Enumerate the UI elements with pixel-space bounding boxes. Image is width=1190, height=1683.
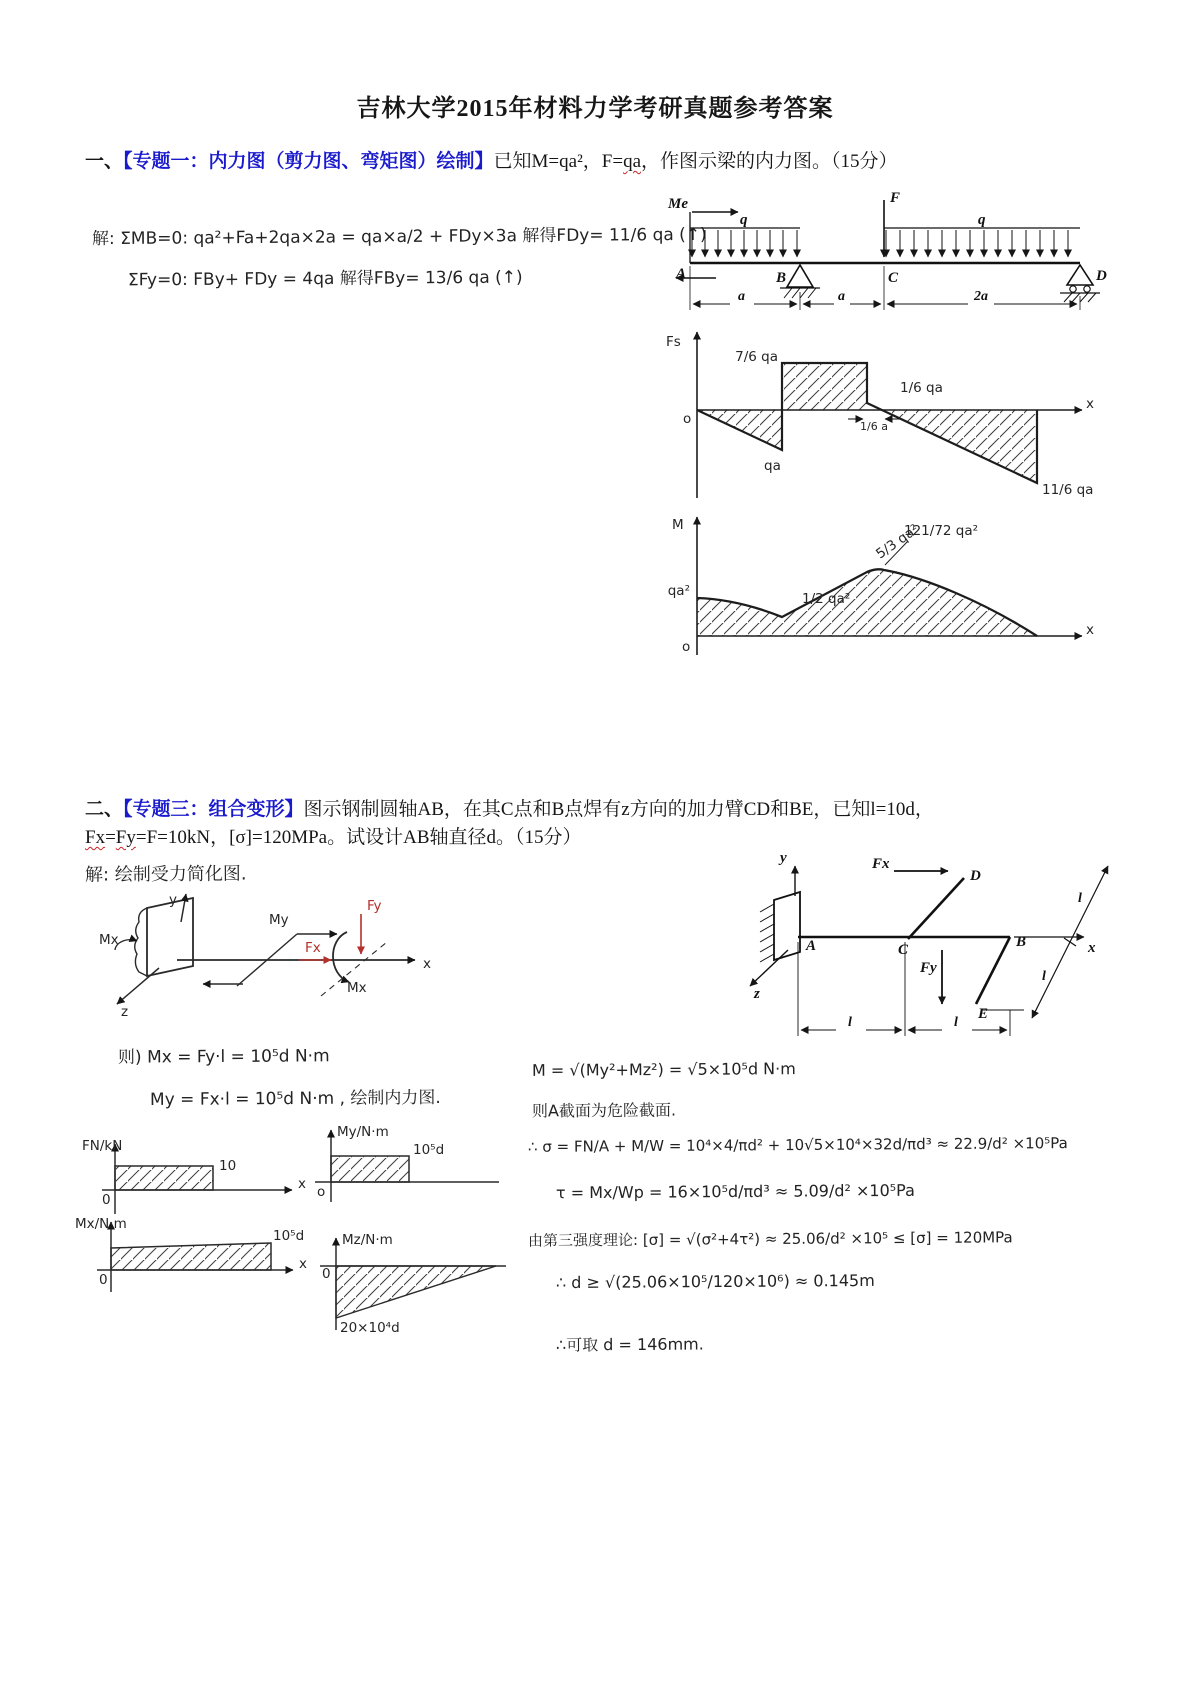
- sketch-y-label: y: [169, 892, 177, 908]
- fn-axis-label: FN/kN: [82, 1138, 123, 1154]
- p2-calc-diameter: ∴ d ≥ √(25.06×10⁵/120×10⁶) ≈ 0.145m: [555, 1270, 875, 1293]
- page-title: 吉林大学2015年材料力学考研真题参考答案: [356, 96, 834, 122]
- problem1-topic: 【专题一：内力图（剪力图、弯矩图）绘制】: [123, 151, 494, 172]
- p2-calc-resultant-moment: M = √(My²+Mz²) = √5×10⁵d N·m: [531, 1059, 796, 1080]
- sketch-z-label: z: [121, 1004, 129, 1020]
- fn-area: [115, 1166, 213, 1190]
- p2-calc-sigma: ∴ σ = FN/A + M/W = 10⁴×4/πd² + 10√5×10⁴×32d/πd³ ≈ 22.9/d² ×10⁵Pa: [527, 1134, 1068, 1156]
- shear-force-diagram: [652, 318, 1097, 506]
- dimension-lines: [690, 266, 1080, 310]
- beam-label-q1: q: [740, 212, 748, 228]
- mz-area: [336, 1266, 496, 1318]
- sketch-fy-label: Fy: [367, 898, 382, 914]
- mx-origin: 0: [99, 1272, 108, 1288]
- force-simplification-sketch: [85, 888, 445, 1030]
- problem2-number: 二、: [85, 799, 124, 820]
- mz-axis-label: Mz/N·m: [342, 1232, 393, 1248]
- fig3d-b-label: B: [1016, 934, 1027, 950]
- beam-structure: [676, 200, 1080, 278]
- sketch-mx2-label: Mx: [347, 980, 367, 996]
- problem1-header: [85, 148, 1115, 176]
- problem2-eq: =: [105, 827, 116, 848]
- fig3d-x-label: x: [1088, 940, 1096, 956]
- axial-force-diagram: [80, 1134, 310, 1218]
- sketch-x-label: x: [423, 956, 431, 972]
- shear-origin: o: [683, 411, 692, 427]
- problem2-statement-1: 图示钢制圆轴AB，在其C点和B点焊有z方向的加力臂CD和BE，已知l=10d，: [303, 799, 934, 820]
- problem1-statement-c: ，作图示梁的内力图。（15分）: [641, 151, 898, 172]
- p2-solution-intro: 解: 绘制受力简化图.: [84, 863, 247, 886]
- p1-solution-line1: 解: ΣMB=0: qa²+Fa+2qa×2a = qa×a/2 + FDy×3a 解得FDy= 11/6 qa (↑): [91, 224, 707, 250]
- shear-axis-label: Fs: [666, 334, 681, 350]
- shear-x-label: x: [1086, 396, 1094, 412]
- my-area: [331, 1156, 409, 1182]
- fn-origin: 0: [102, 1192, 111, 1208]
- beam-label-F: F: [890, 190, 901, 206]
- p2-calc-danger-section: 则A截面为危险截面.: [531, 1100, 677, 1121]
- problem1-statement-a: 已知M=qa²，F=: [493, 151, 624, 172]
- fig3d-e-label: E: [978, 1006, 989, 1022]
- shaft-3d-figure: [680, 838, 1120, 1040]
- mx-x-label: x: [299, 1256, 307, 1272]
- moment-origin: o: [682, 639, 691, 655]
- fig3d-fx-label: Fx: [872, 856, 890, 872]
- moment-axis-label: M: [672, 517, 684, 533]
- beam-dim-a1: a: [738, 289, 745, 304]
- fig3d-d-label: D: [970, 868, 981, 884]
- distributed-load-arrows: [692, 230, 1068, 257]
- beam-label-B: B: [776, 270, 787, 286]
- mx-value: 10⁵d: [273, 1228, 305, 1244]
- moment-value-peak: 121/72 qa²: [904, 523, 979, 539]
- problem2-statement-2: =F=10kN，[σ]=120MPa。试设计AB轴直径d。（15分）: [135, 827, 582, 848]
- p2-calc-result: ∴可取 d = 146mm.: [555, 1334, 704, 1355]
- fig3d-c-label: C: [898, 942, 909, 958]
- p2-calc-tau: τ = Mx/Wp = 16×10⁵d/πd³ ≈ 5.09/d² ×10⁵Pa: [555, 1180, 915, 1203]
- moment-value-a: qa²: [667, 583, 690, 599]
- mx-axis-label: Mx/N·m: [75, 1216, 127, 1232]
- mx-torque-diagram: [73, 1212, 308, 1296]
- beam-dim-2a: 2a: [974, 289, 988, 304]
- problem2-fy: Fy: [115, 827, 136, 848]
- shear-gap-dim: 1/6 a: [860, 420, 888, 433]
- fig3d-z-label: z: [754, 986, 760, 1002]
- my-moment-diagram: [303, 1122, 503, 1206]
- fn-x-label: x: [298, 1176, 306, 1192]
- mz-value: 20×10⁴d: [340, 1320, 400, 1336]
- p2-eq-mx: 则) Mx = Fy·l = 10⁵d N·m: [117, 1046, 330, 1068]
- my-value: 10⁵d: [413, 1142, 445, 1158]
- beam-label-D: D: [1096, 268, 1107, 284]
- beam-label-q2: q: [978, 212, 986, 228]
- beam-dim-a2: a: [838, 289, 845, 304]
- fig3d-l-dim1: l: [848, 1015, 852, 1030]
- moment-value-c: 5/3 qa²: [873, 521, 922, 563]
- beam-label-C: C: [888, 270, 899, 286]
- moment-hatched-area: [697, 569, 1037, 636]
- p2-calc-third-strength: 由第三强度理论: [σ] = √(σ²+4τ²) ≈ 25.06/d² ×10⁵ ≤ [σ] = 120MPa: [527, 1228, 1013, 1250]
- sketch-fx-label: Fx: [305, 940, 321, 956]
- moment-value-b: 1/2 qa²: [802, 591, 851, 607]
- fig3d-fy-label: Fy: [920, 960, 937, 976]
- fig3d-y-label: y: [780, 850, 787, 866]
- my-origin: o: [317, 1184, 326, 1200]
- fn-value: 10: [219, 1158, 237, 1174]
- mz-origin: 0: [322, 1266, 331, 1282]
- problem1-number: 一、: [85, 151, 124, 172]
- my-axis-label: My/N·m: [337, 1124, 389, 1140]
- mx-area: [111, 1243, 271, 1270]
- mz-moment-diagram: [308, 1226, 513, 1338]
- shear-value-mid: 1/6 qa: [900, 380, 943, 396]
- moment-x-label: x: [1086, 622, 1094, 638]
- fig3d-l-arm2: l: [1042, 969, 1046, 984]
- beam-label-A: A: [676, 266, 687, 282]
- fig3d-l-dim2: l: [954, 1015, 958, 1030]
- sketch-mx-wall-label: Mx: [99, 932, 119, 948]
- problem2-fx: Fx: [85, 827, 106, 848]
- shear-value-top: 7/6 qa: [735, 349, 778, 365]
- p2-eq-my: My = Fx·l = 10⁵d N·m , 绘制内力图.: [149, 1087, 441, 1111]
- p1-solution-line2: ΣFy=0: FBy+ FDy = 4qa 解得FBy= 13/6 qa (↑): [127, 267, 523, 291]
- fig3d-structure: [750, 866, 1108, 1018]
- problem2-topic: 【专题三：组合变形】: [123, 799, 304, 820]
- fig3d-l-arm1: l: [1078, 891, 1082, 906]
- beam-load-figure: [652, 188, 1110, 314]
- shear-value-bot: 11/6 qa: [1042, 482, 1094, 498]
- problem1-statement-qa: qa: [623, 151, 641, 172]
- bending-moment-diagram: [652, 503, 1097, 665]
- shear-value-neg: qa: [764, 458, 781, 474]
- sketch-my-label: My: [269, 912, 289, 928]
- fig3d-a-label: A: [806, 938, 817, 954]
- beam-label-Me: Me: [668, 196, 688, 212]
